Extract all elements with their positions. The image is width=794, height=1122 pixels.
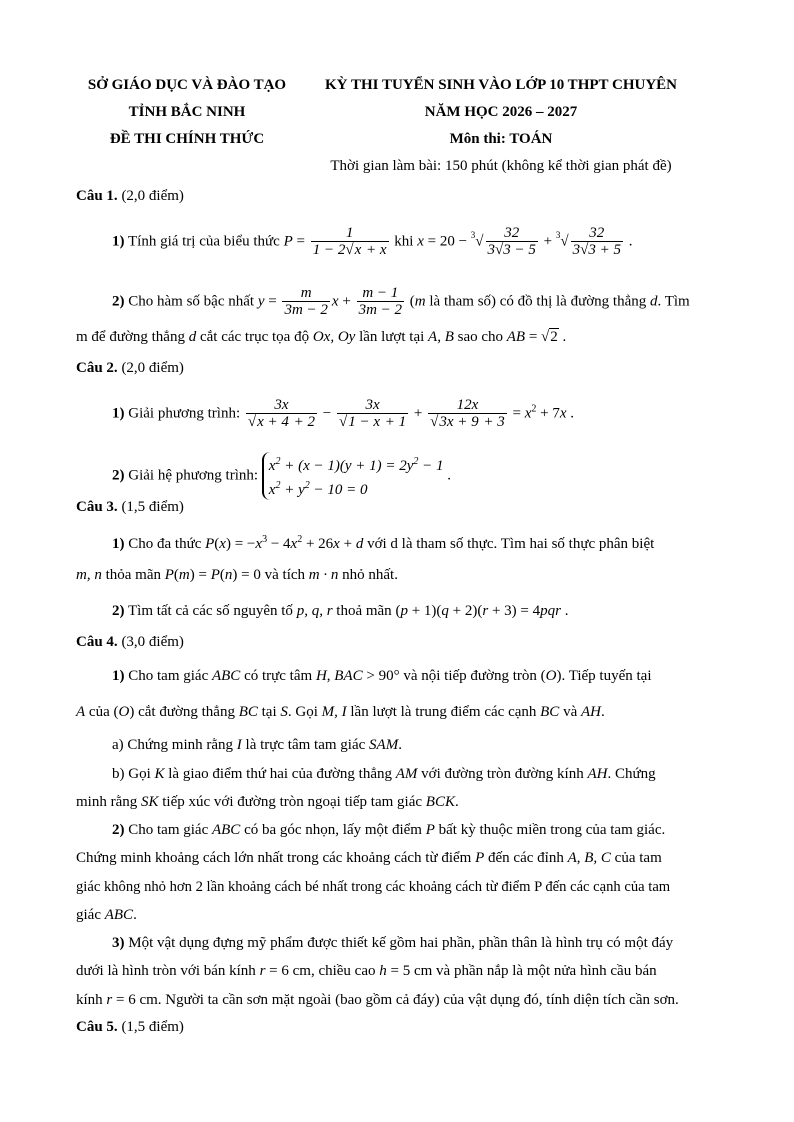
question-4-part-2-l2: Chứng minh khoảng cách lớn nhất trong các khoảng cách từ điểm P đến các đỉnh A, B, C của tam (76, 850, 662, 866)
question-1-part-2: 2) Cho hàm số bậc nhất y = $\frac{m}{3m - 2}$ x + $\frac{m - 1}{3m - 2}$ (m là tham số) có đồ thị là đường thẳng d. Tìm (112, 285, 690, 318)
question-1-heading: Câu 1. (2,0 điểm) (76, 188, 184, 204)
formula-p: $\frac{1}{1 - 2√x + x}$ (312, 225, 387, 258)
school-year: NĂM HỌC 2026 – 2027 (424, 104, 578, 120)
official-label: ĐỀ THI CHÍNH THỨC (109, 131, 265, 147)
question-4-part-2: 2) Cho tam giác ABC có ba góc nhọn, lấy một điểm P bất kỳ thuộc miền trong của tam giác. (112, 822, 666, 838)
question-4-part-2-l3: giác không nhỏ hơn 2 lần khoảng cách bé nhất trong các khoảng cách từ điểm P đến các cạnh của tam (76, 879, 671, 895)
question-4-part-2-l4: giác ABC. (76, 907, 137, 923)
question-2-part-1: 1) Giải phương trình: $\frac{3x}{√x + 4 + 2}$ − $\frac{3x}{√1 - x + 1}$ + $\frac{12x}{√3x + 9 + 3}$ = $x^2 + 7x$ . (112, 397, 575, 430)
question-3-part-2: 2) Tìm tất cả các số nguyên tố p, q, r thoả mãn (p + 1)(q + 2)(r + 3) = 4pqr . (112, 603, 569, 619)
question-5-heading: Câu 5. (1,5 điểm) (76, 1019, 184, 1035)
province-name: TỈNH BẮC NINH (128, 104, 246, 120)
question-4-part-3: 3) Một vật dụng đựng mỹ phẩm được thiết kế gồm hai phần, phần thân là hình trụ có một đáy (112, 935, 674, 951)
cube-root-1: $^3$√ $\frac{32}{3√3 - 5}$ (470, 225, 536, 258)
question-3-part-1-cont: m, n thỏa mãn P(m) = P(n) = 0 và tích m · n nhỏ nhất. (76, 567, 398, 583)
question-4-part-3-l2: dưới là hình tròn với bán kính r = 6 cm, chiều cao h = 5 cm và phần nắp là một nửa hình cầu bán (76, 963, 657, 979)
question-1-part-1: 1) Tính giá trị của biểu thức P = $\frac{1}{1 - 2√x + x}$ khi x = 20 − $^3$√ $\frac{32}{3√3 - 5}$ + $^3$√ $\frac{32}{3√3 + 5}$ . (112, 225, 633, 258)
question-2-heading: Câu 2. (2,0 điểm) (76, 360, 184, 376)
exam-title: KỲ THI TUYỂN SINH VÀO LỚP 10 THPT CHUYÊN (324, 77, 678, 93)
question-3-heading: Câu 3. (1,5 điểm) (76, 499, 184, 515)
question-2-part-2: 2) Giải hệ phương trình: $x^2 + (x - 1)(y + 1) = 2y^2 - 1$ $x^2 + y^2 - 10 = 0$ . (112, 452, 718, 500)
subject: Môn thi: TOÁN (449, 131, 553, 147)
equation-system: $x^2 + (x - 1)(y + 1) = 2y^2 - 1$ $x^2 + y^2 - 10 = 0$ (262, 452, 444, 500)
question-3-part-1: 1) Cho đa thức $P(x) = -x^3 - 4x^2 + 26x + d$ với d là tham số thực. Tìm hai số thực phân biệt (112, 534, 655, 552)
question-4-part-1-cont: A của (O) cắt đường thẳng BC tại S. Gọi M, I lần lượt là trung điểm các cạnh BC và AH. (76, 704, 605, 720)
question-4-part-3-l3: kính r = 6 cm. Người ta cần sơn mặt ngoài (bao gồm cả đáy) của vật dụng đó, tính diện tích cần sơn. (76, 992, 679, 1008)
question-4-part-1b: b) Gọi K là giao điểm thứ hai của đường thẳng AM với đường tròn đường kính AH. Chứng (112, 766, 656, 782)
question-4-part-1a: a) Chứng minh rằng I là trực tâm tam giác SAM. (112, 737, 402, 753)
dept-name: SỞ GIÁO DỤC VÀ ĐÀO TẠO (87, 77, 287, 93)
question-4-part-1b-cont: minh rằng SK tiếp xúc với đường tròn ngoại tiếp tam giác BCK. (76, 794, 459, 810)
question-4-part-1: 1) Cho tam giác ABC có trực tâm H, BAC > 90° và nội tiếp đường tròn (O). Tiếp tuyến tại (112, 668, 652, 684)
time-note: Thời gian làm bài: 150 phút (không kể thời gian phát đề) (330, 158, 672, 174)
question-4-heading: Câu 4. (3,0 điểm) (76, 634, 184, 650)
question-1-part-2-cont: m để đường thẳng d cắt các trục tọa độ Ox, Oy lần lượt tại A, B sao cho AB = √2 . (76, 329, 567, 345)
cube-root-2: $^3$√ $\frac{32}{3√3 + 5}$ (555, 225, 621, 258)
